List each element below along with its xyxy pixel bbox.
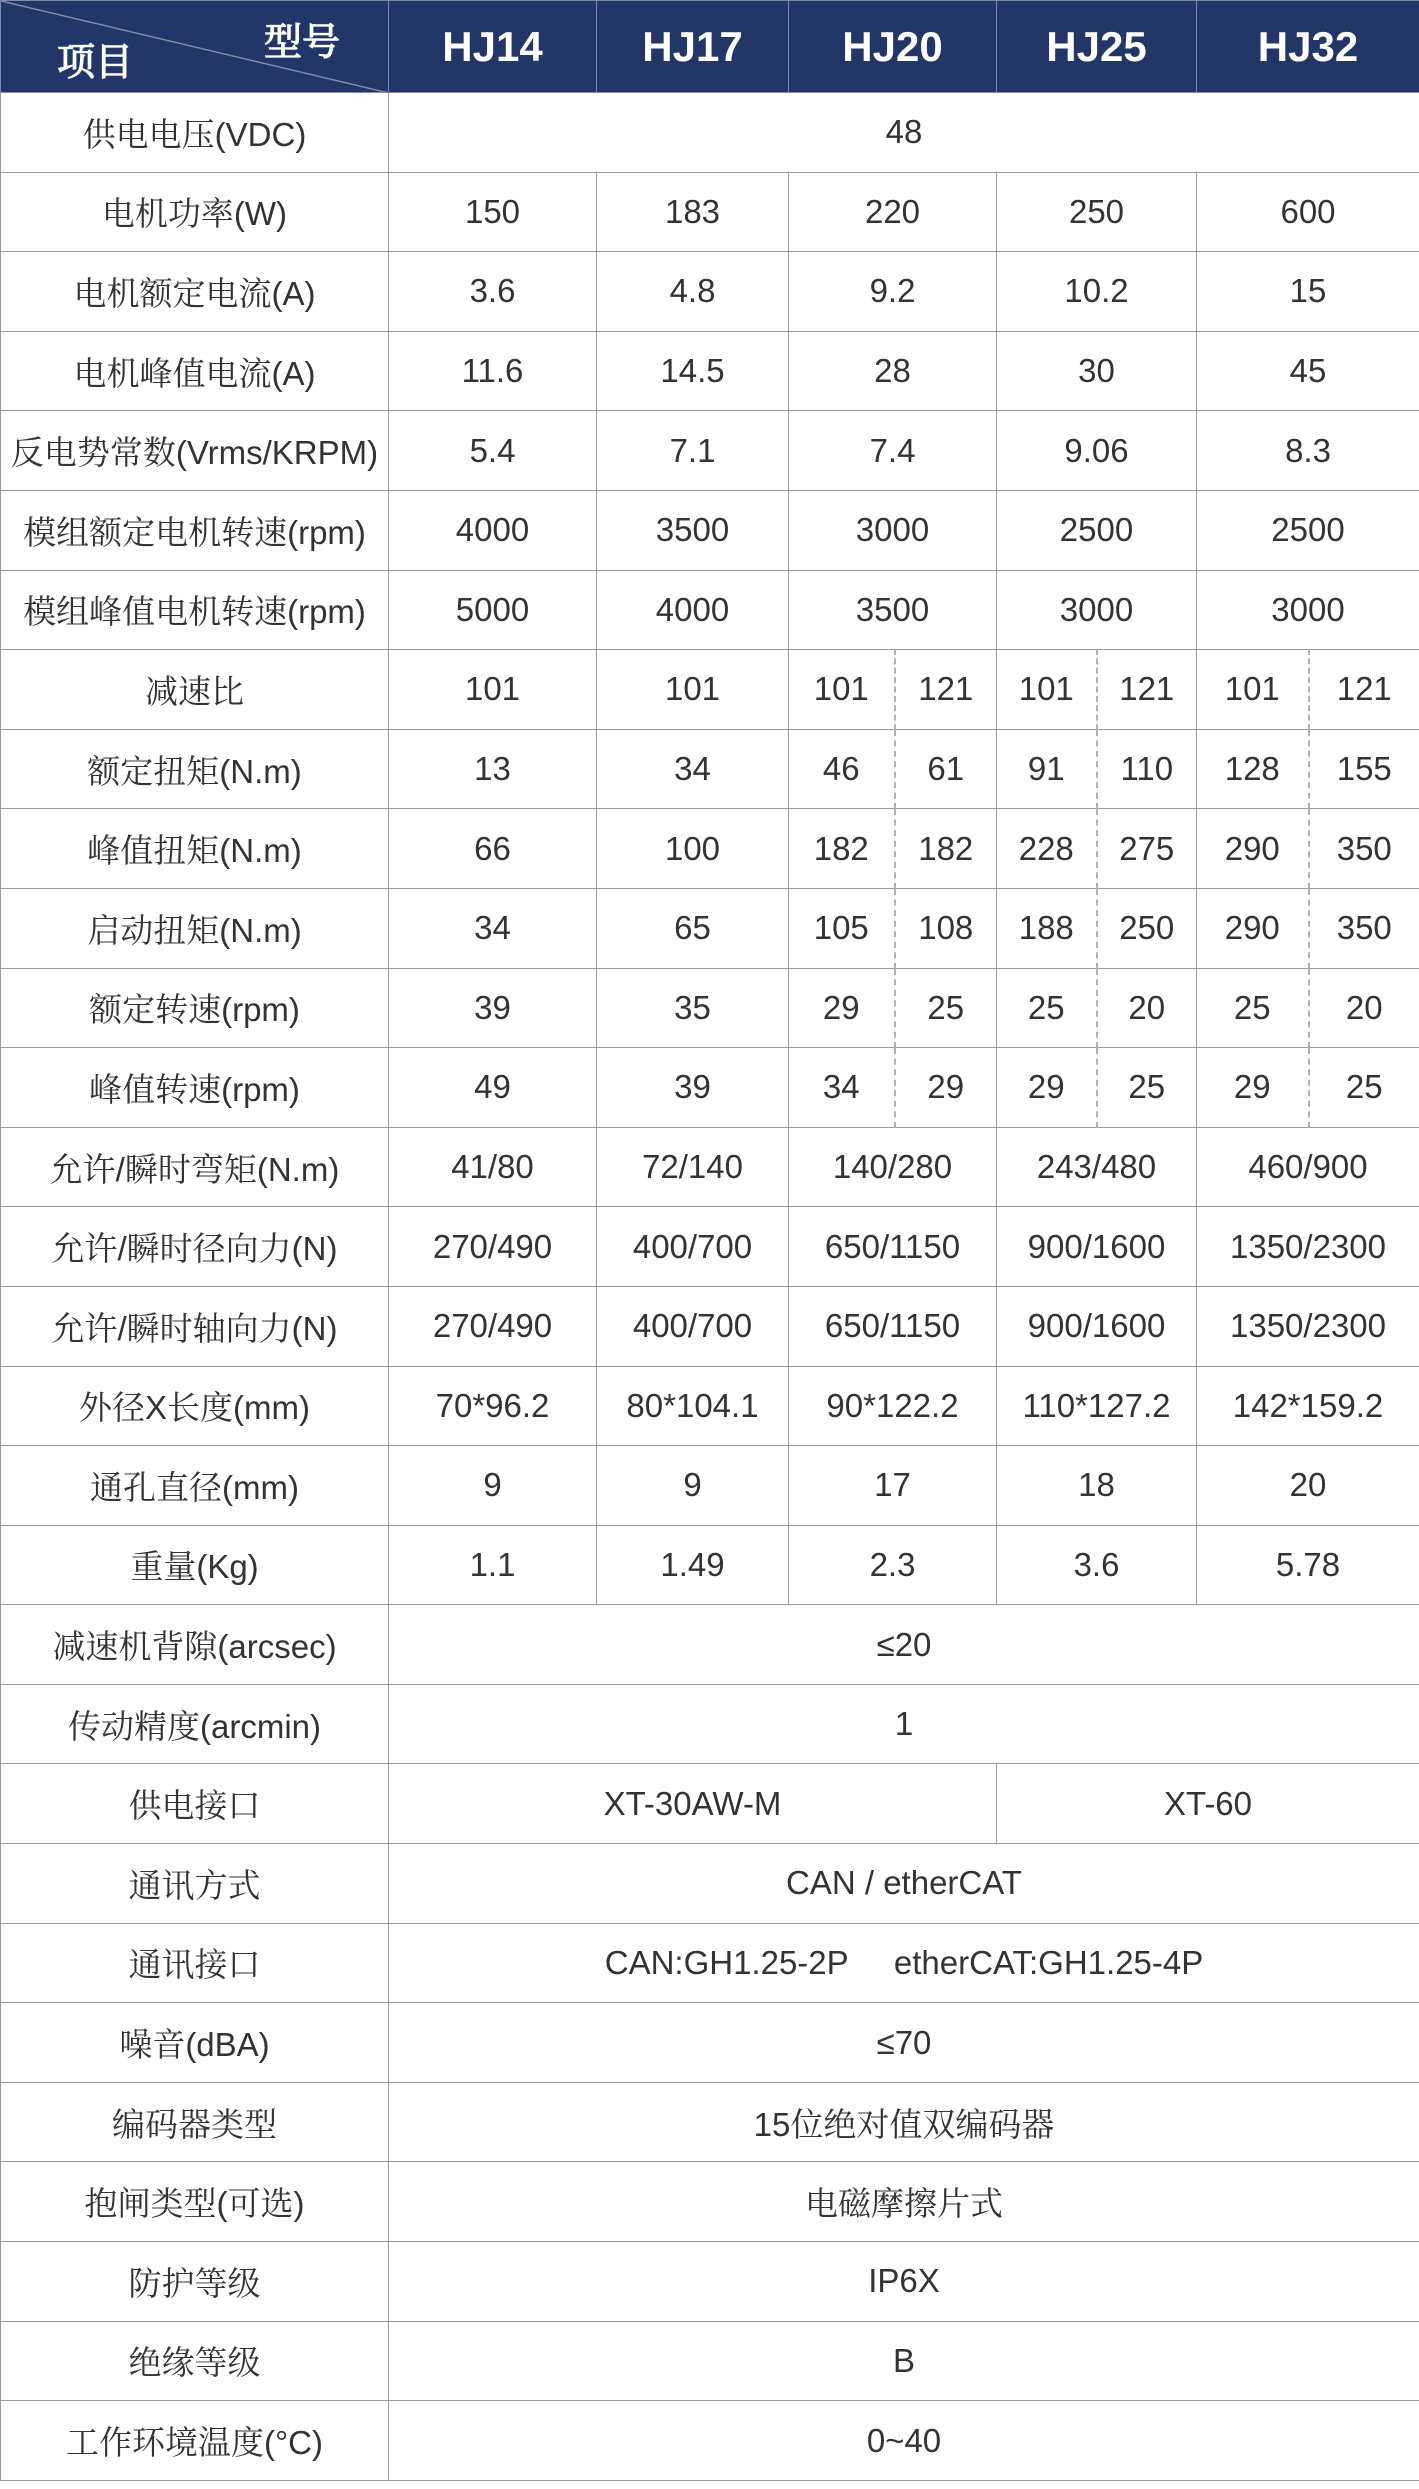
table-cell: 1.1 [389,1525,597,1605]
table-cell: 9.06 [997,411,1197,491]
table-row [1,1207,1419,1287]
table-cell: 49 [389,1048,597,1128]
table-cell: 183 [597,172,789,252]
table-cell: 121 [895,650,997,730]
table-cell: 61 [895,729,997,809]
table-cell: 9.2 [789,252,997,332]
table-cell: 29 [895,1048,997,1128]
table-cell: 101 [389,650,597,730]
table-cell: B [389,2321,1419,2401]
table-cell: 3500 [789,570,997,650]
row-label: 模组额定电机转速(rpm) [1,490,389,570]
table-cell: 5.78 [1197,1525,1419,1605]
table-cell: 270/490 [389,1286,597,1366]
table-cell: 46 [789,729,895,809]
table-cell: 5.4 [389,411,597,491]
table-cell: 100 [597,809,789,889]
table-cell: 400/700 [597,1286,789,1366]
table-row [1,93,1419,173]
corner-item-label: 项目 [57,42,134,84]
row-label: 峰值扭矩(N.m) [1,809,389,889]
row-label: 电机峰值电流(A) [1,331,389,411]
table-cell: 220 [789,172,997,252]
row-label: 允许/瞬时径向力(N) [1,1207,389,1287]
corner-header [1,1,389,93]
row-label: 额定扭矩(N.m) [1,729,389,809]
table-cell: 17 [789,1446,997,1526]
table-cell: 41/80 [389,1127,597,1207]
table-cell: 650/1150 [789,1286,997,1366]
table-cell: ≤20 [389,1605,1419,1685]
table-row [1,1127,1419,1207]
table-cell: CAN / etherCAT [389,1844,1419,1924]
table-cell: 150 [389,172,597,252]
table-cell: 90*122.2 [789,1366,997,1446]
row-label: 噪音(dBA) [1,2003,389,2083]
table-cell: 9 [389,1446,597,1526]
table-cell: 110 [1097,729,1197,809]
table-cell: 14.5 [597,331,789,411]
table-cell: 45 [1197,331,1419,411]
row-label: 外径X长度(mm) [1,1366,389,1446]
table-row [1,411,1419,491]
table-cell: 25 [1097,1048,1197,1128]
table-cell: 121 [1309,650,1419,730]
table-cell: 0~40 [389,2401,1419,2481]
table-cell: 250 [997,172,1197,252]
table-row [1,1844,1419,1924]
table-cell: 25 [1309,1048,1419,1128]
table-row [1,968,1419,1048]
table-cell: 30 [997,331,1197,411]
table-cell: 101 [597,650,789,730]
table-cell: 34 [789,1048,895,1128]
table-cell: 70*96.2 [389,1366,597,1446]
row-label: 供电电压(VDC) [1,93,389,173]
row-label: 电机额定电流(A) [1,252,389,332]
table-cell: 650/1150 [789,1207,997,1287]
table-cell: 188 [997,888,1097,968]
table-cell: 290 [1197,888,1309,968]
table-cell: 2500 [1197,490,1419,570]
table-cell: 228 [997,809,1097,889]
table-cell: 3000 [789,490,997,570]
table-row [1,1525,1419,1605]
table-cell: 10.2 [997,252,1197,332]
table-row [1,1446,1419,1526]
table-cell: 101 [789,650,895,730]
table-cell: 110*127.2 [997,1366,1197,1446]
row-label: 重量(Kg) [1,1525,389,1605]
model-header: HJ20 [789,1,997,93]
table-row [1,1366,1419,1446]
table-row [1,331,1419,411]
row-label: 减速比 [1,650,389,730]
table-row [1,1286,1419,1366]
table-row [1,809,1419,889]
table-cell: 4000 [389,490,597,570]
table-cell: 3.6 [997,1525,1197,1605]
table-cell: 4000 [597,570,789,650]
table-cell: 11.6 [389,331,597,411]
table-cell: 140/280 [789,1127,997,1207]
table-cell: 105 [789,888,895,968]
table-cell: 29 [789,968,895,1048]
corner-model-label: 型号 [263,22,340,64]
table-cell: 3.6 [389,252,597,332]
table-cell: 39 [389,968,597,1048]
table-cell: 34 [389,888,597,968]
table-cell: CAN:GH1.25-2P etherCAT:GH1.25-4P [389,1923,1419,2003]
table-cell: 243/480 [997,1127,1197,1207]
table-cell: 20 [1097,968,1197,1048]
table-row [1,2162,1419,2242]
table-row [1,1764,1419,1844]
table-cell: 29 [997,1048,1097,1128]
table-cell: ≤70 [389,2003,1419,2083]
table-cell: 900/1600 [997,1286,1197,1366]
table-cell: 15 [1197,252,1419,332]
table-cell: 121 [1097,650,1197,730]
model-header: HJ14 [389,1,597,93]
table-cell: 29 [1197,1048,1309,1128]
table-cell: 1350/2300 [1197,1207,1419,1287]
table-cell: 1.49 [597,1525,789,1605]
table-cell: 35 [597,968,789,1048]
table-cell: 290 [1197,809,1309,889]
table-cell: 9 [597,1446,789,1526]
table-cell: 182 [895,809,997,889]
table-row [1,888,1419,968]
table-row [1,650,1419,730]
table-cell: 25 [997,968,1097,1048]
row-label: 传动精度(arcmin) [1,1684,389,1764]
table-cell: 15位绝对值双编码器 [389,2082,1419,2162]
table-cell: 275 [1097,809,1197,889]
table-cell: 20 [1197,1446,1419,1526]
table-cell: 108 [895,888,997,968]
row-label: 峰值转速(rpm) [1,1048,389,1128]
table-row [1,2003,1419,2083]
table-cell: 142*159.2 [1197,1366,1419,1446]
table-cell: 3500 [597,490,789,570]
table-row [1,1684,1419,1764]
row-label: 防护等级 [1,2242,389,2322]
table-cell: 3000 [1197,570,1419,650]
table-cell: XT-60 [997,1764,1419,1844]
table-row [1,172,1419,252]
table-cell: 4.8 [597,252,789,332]
table-cell: 39 [597,1048,789,1128]
table-cell: 1350/2300 [1197,1286,1419,1366]
table-cell: 80*104.1 [597,1366,789,1446]
table-cell: 1 [389,1684,1419,1764]
table-cell: 2.3 [789,1525,997,1605]
table-cell: 72/140 [597,1127,789,1207]
table-cell: 250 [1097,888,1197,968]
table-cell: 8.3 [1197,411,1419,491]
row-label: 反电势常数(Vrms/KRPM) [1,411,389,491]
table-cell: 13 [389,729,597,809]
table-cell: 128 [1197,729,1309,809]
table-cell: 460/900 [1197,1127,1419,1207]
model-header: HJ17 [597,1,789,93]
table-row [1,2082,1419,2162]
row-label: 抱闸类型(可选) [1,2162,389,2242]
table-cell: 7.4 [789,411,997,491]
table-cell: 600 [1197,172,1419,252]
table-cell: 270/490 [389,1207,597,1287]
table-cell: 3000 [997,570,1197,650]
table-row [1,729,1419,809]
model-header: HJ25 [997,1,1197,93]
table-row [1,490,1419,570]
table-row [1,252,1419,332]
table-row [1,2242,1419,2322]
table-cell: 155 [1309,729,1419,809]
row-label: 额定转速(rpm) [1,968,389,1048]
table-cell: 5000 [389,570,597,650]
table-cell: 91 [997,729,1097,809]
table-cell: 20 [1309,968,1419,1048]
table-cell: 65 [597,888,789,968]
row-label: 工作环境温度(°C) [1,2401,389,2481]
table-cell: 25 [1197,968,1309,1048]
table-cell: 2500 [997,490,1197,570]
table-cell: 350 [1309,888,1419,968]
model-header: HJ32 [1197,1,1419,93]
row-label: 通讯方式 [1,1844,389,1924]
table-cell: 182 [789,809,895,889]
table-cell: XT-30AW-M [389,1764,997,1844]
row-label: 通孔直径(mm) [1,1446,389,1526]
table-cell: 28 [789,331,997,411]
table-cell: 350 [1309,809,1419,889]
row-label: 通讯接口 [1,1923,389,2003]
table-row [1,1605,1419,1685]
row-label: 启动扭矩(N.m) [1,888,389,968]
row-label: 绝缘等级 [1,2321,389,2401]
row-label: 允许/瞬时弯矩(N.m) [1,1127,389,1207]
table-cell: 48 [389,93,1419,173]
row-label: 减速机背隙(arcsec) [1,1605,389,1685]
table-row [1,2401,1419,2481]
row-label: 编码器类型 [1,2082,389,2162]
table-cell: 101 [997,650,1097,730]
table-cell: 101 [1197,650,1309,730]
table-row [1,1048,1419,1128]
table-cell: 7.1 [597,411,789,491]
table-cell: 25 [895,968,997,1048]
table-cell: 电磁摩擦片式 [389,2162,1419,2242]
row-label: 电机功率(W) [1,172,389,252]
header-row [1,1,1419,93]
row-label: 模组峰值电机转速(rpm) [1,570,389,650]
table-row [1,1923,1419,2003]
row-label: 允许/瞬时轴向力(N) [1,1286,389,1366]
row-label: 供电接口 [1,1764,389,1844]
table-row [1,570,1419,650]
table-cell: IP6X [389,2242,1419,2322]
table-row [1,2321,1419,2401]
table-cell: 400/700 [597,1207,789,1287]
table-cell: 900/1600 [997,1207,1197,1287]
table-cell: 34 [597,729,789,809]
table-cell: 18 [997,1446,1197,1526]
table-cell: 66 [389,809,597,889]
